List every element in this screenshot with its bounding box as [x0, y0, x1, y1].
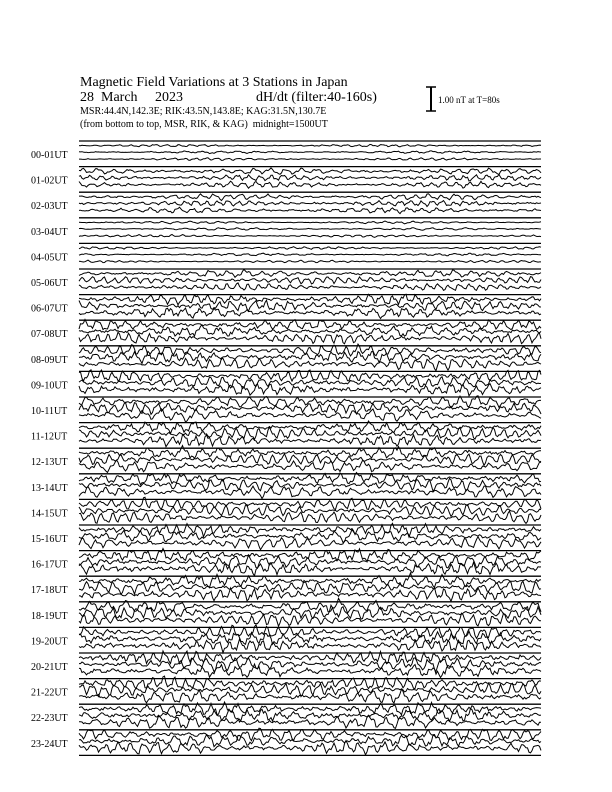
trace-rik — [79, 427, 541, 440]
trace-msr — [79, 283, 541, 290]
trace-msr — [79, 409, 541, 422]
trace-msr — [79, 158, 541, 161]
trace-rik — [79, 402, 541, 414]
trace-rik — [79, 151, 541, 154]
trace-msr — [79, 358, 541, 371]
trace-rik — [79, 228, 541, 231]
hour-label: 07-08UT — [31, 329, 68, 341]
hour-label: 12-13UT — [31, 457, 68, 469]
hour-label: 05-06UT — [31, 278, 68, 289]
trace-rik — [79, 478, 541, 491]
trace-rik — [79, 201, 541, 207]
stations-line: MSR:44.4N,142.3E; RIK:43.5N,143.8E; KAG:31.5N,130.7E — [80, 106, 327, 117]
trace-rik — [79, 253, 541, 256]
trace-kag — [79, 573, 541, 588]
hour-label: 04-05UT — [31, 252, 68, 264]
chart-quantity: dH/dt (filter:40-160s) — [256, 90, 377, 105]
trace-msr — [79, 308, 541, 318]
trace-rik — [79, 377, 541, 389]
hour-label: 09-10UT — [31, 380, 68, 392]
trace-msr — [79, 235, 541, 238]
trace-kag — [79, 221, 541, 224]
hour-label: 02-03UT — [31, 201, 68, 213]
trace-kag — [79, 247, 541, 250]
trace-rik — [79, 300, 541, 311]
scale-label: 1.00 nT at T=80s — [438, 95, 500, 105]
hour-label: 03-04UT — [31, 226, 68, 238]
hour-label: 18-19UT — [31, 610, 68, 622]
hour-label: 13-14UT — [31, 482, 68, 494]
hour-label: 20-21UT — [31, 662, 68, 673]
trace-rik — [79, 174, 541, 181]
chart-title: Magnetic Field Variations at 3 Stations in Japan — [80, 75, 348, 90]
trace-msr — [79, 181, 541, 188]
hour-label: 00-01UT — [31, 150, 68, 161]
hour-label: 10-11UT — [31, 406, 68, 417]
trace-msr — [79, 435, 541, 447]
hour-label: 06-07UT — [31, 303, 68, 315]
trace-rik — [79, 454, 541, 466]
trace-msr — [79, 639, 541, 653]
trace-msr — [79, 613, 541, 626]
trace-kag — [79, 269, 541, 277]
trace-kag — [79, 294, 541, 305]
hour-label: 22-23UT — [31, 713, 68, 725]
trace-msr — [79, 260, 541, 263]
trace-rik — [79, 325, 541, 336]
hour-label: 01-02UT — [31, 175, 68, 187]
hour-label: 08-09UT — [31, 354, 68, 366]
hour-label: 19-20UT — [31, 636, 68, 648]
trace-kag — [79, 446, 541, 459]
hour-label: 21-22UT — [31, 687, 68, 699]
trace-msr — [79, 716, 541, 729]
trace-kag — [79, 168, 541, 175]
trace-rik — [79, 277, 541, 284]
chart-date: 28 March 2023 — [80, 90, 184, 105]
trace-msr — [79, 587, 541, 601]
trace-kag — [79, 320, 541, 330]
trace-kag — [79, 144, 541, 146]
trace-kag — [79, 194, 541, 201]
hour-label: 14-15UT — [31, 508, 68, 520]
trace-msr — [79, 207, 541, 213]
hour-label: 23-24UT — [31, 738, 68, 750]
hour-label: 15-16UT — [31, 534, 68, 545]
scale-bar — [426, 87, 436, 111]
hour-label: 16-17UT — [31, 559, 68, 571]
trace-msr — [79, 664, 541, 678]
hour-label: 17-18UT — [31, 585, 68, 597]
trace-msr — [79, 486, 541, 499]
hour-label: 11-12UT — [31, 431, 68, 443]
hour-rows — [31, 144, 541, 755]
order-line: (from bottom to top, MSR, RIK, & KAG) midnight=1500UT — [80, 119, 328, 130]
trace-msr — [79, 562, 541, 575]
